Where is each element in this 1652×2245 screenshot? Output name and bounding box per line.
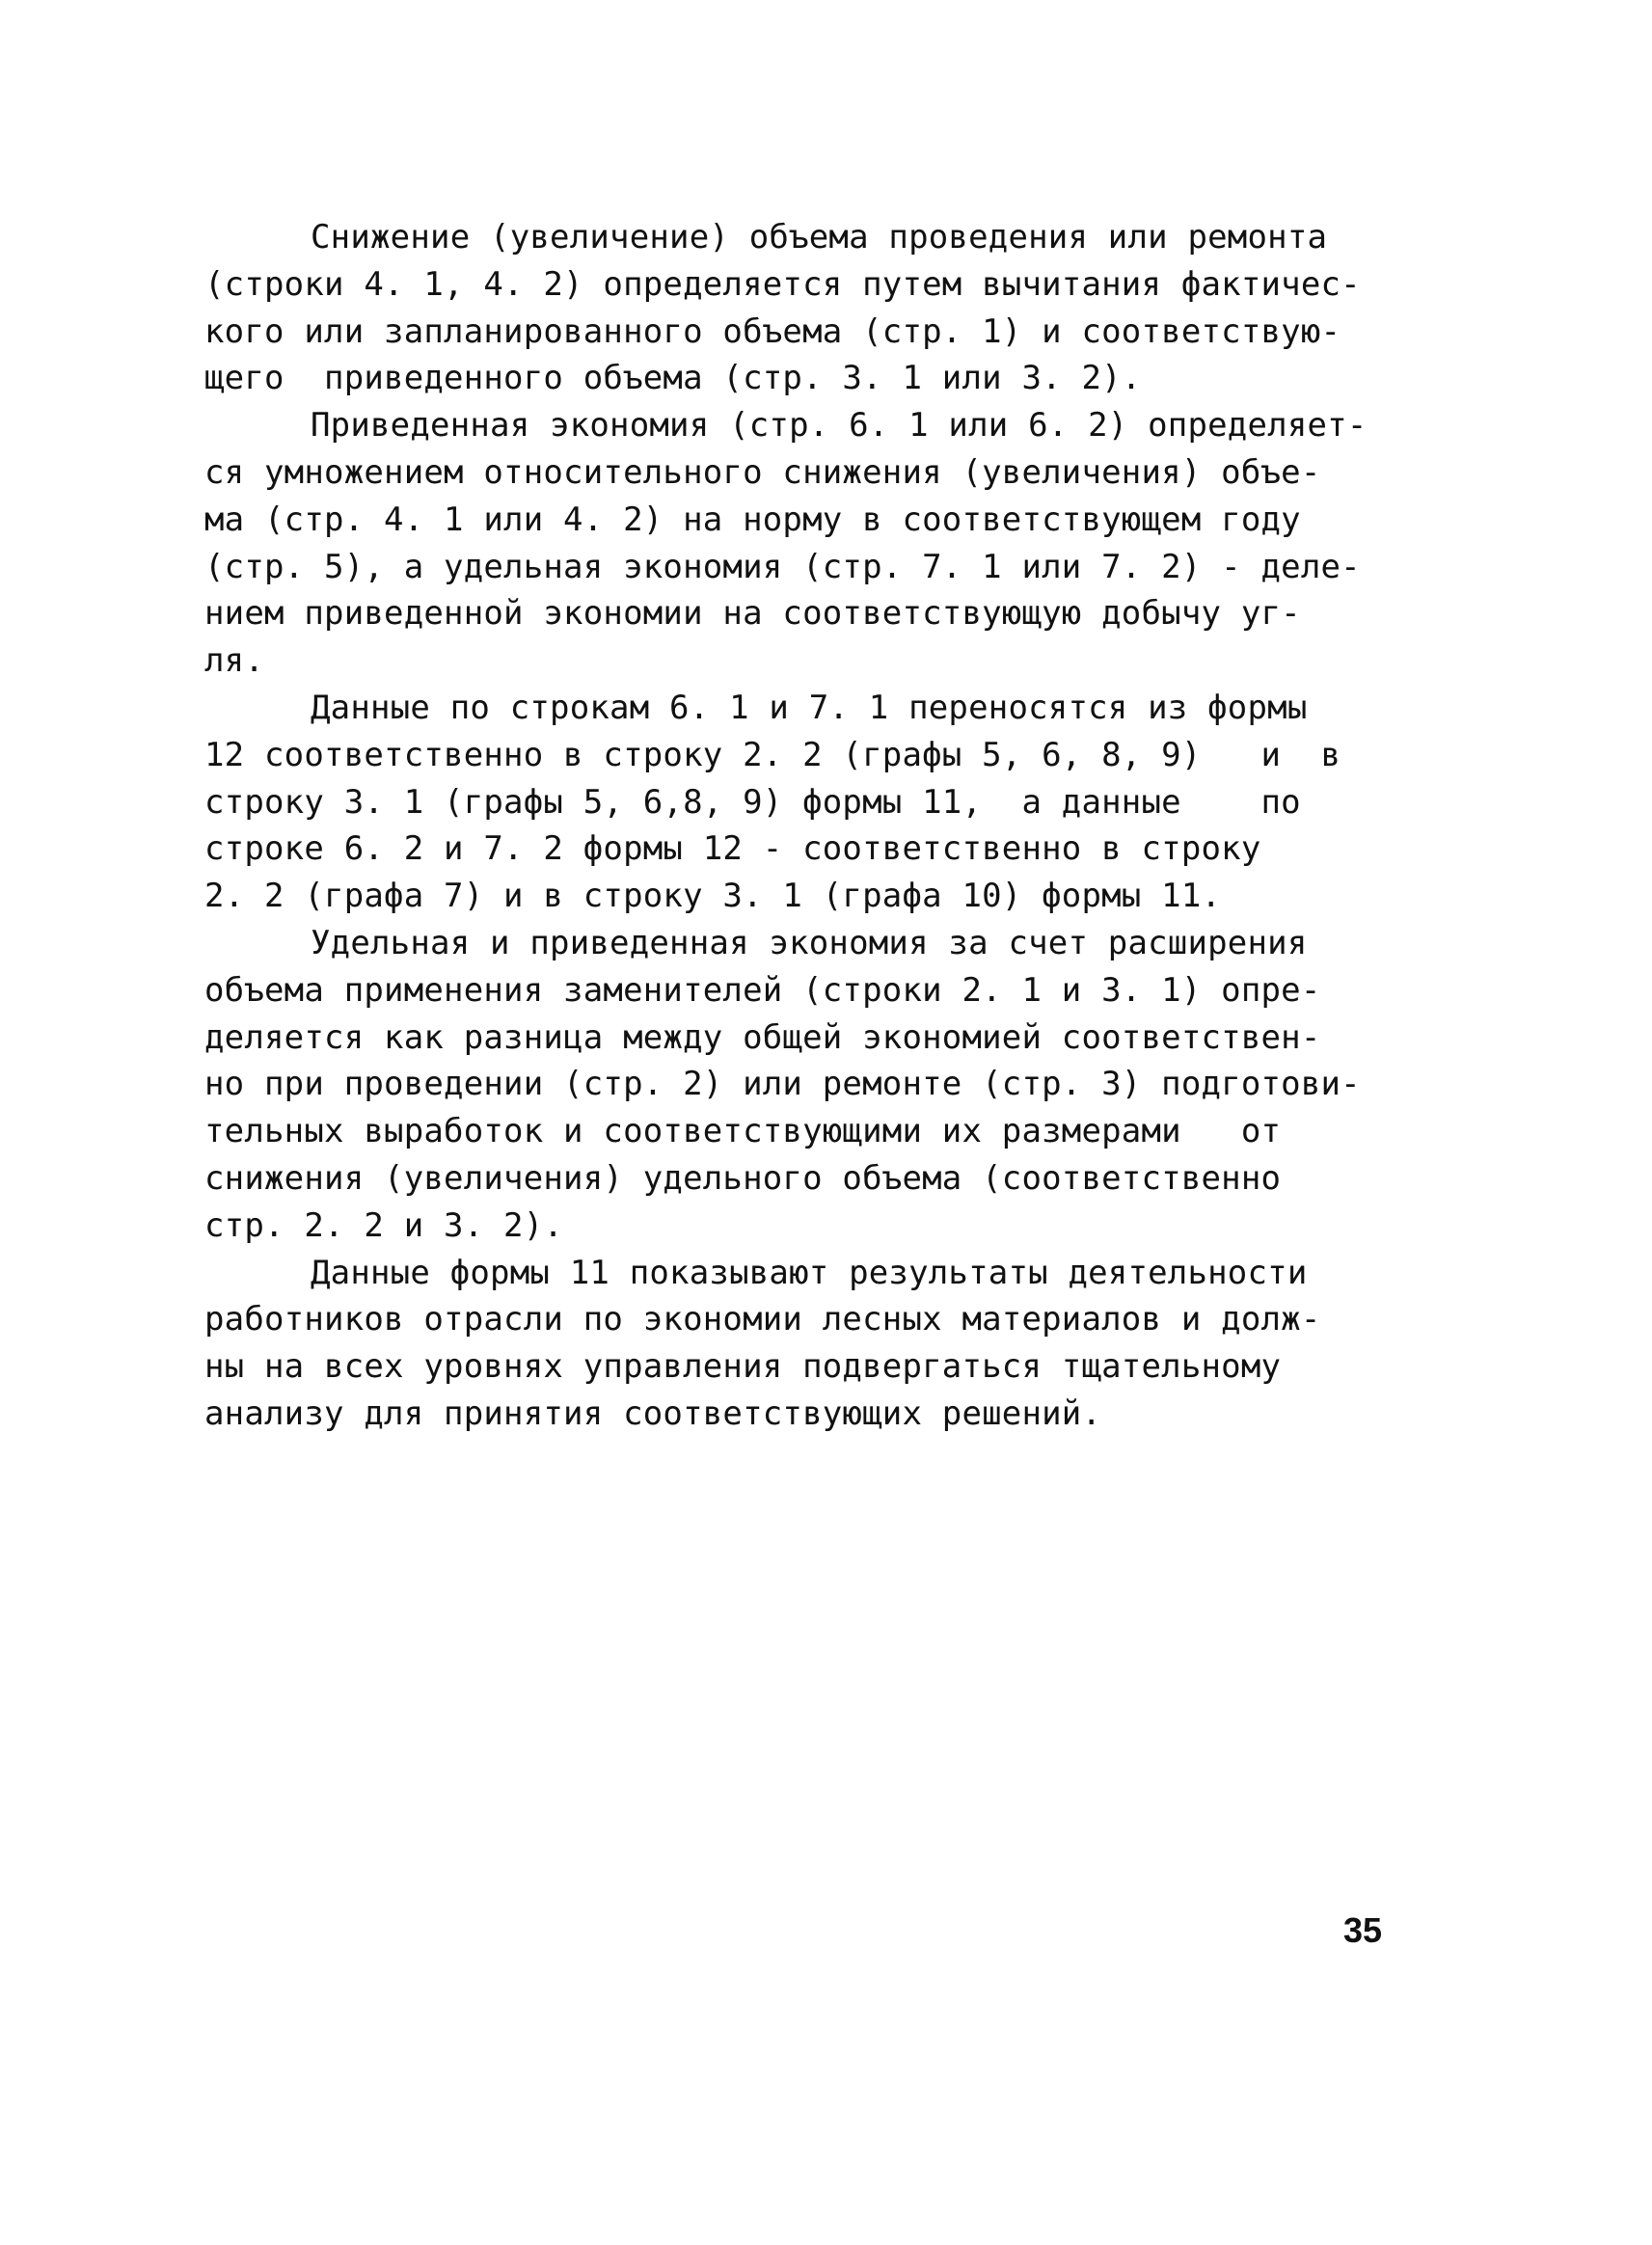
text-line: ны на всех уровнях управления подвергаться тщательному: [204, 1347, 1282, 1387]
text-line: ля.: [204, 641, 265, 681]
text-line: ма (стр. 4. 1 или 4. 2) на норму в соответствующем году: [204, 500, 1301, 539]
text-line: Приведенная экономия (стр. 6. 1 или 6. 2) определяет-: [311, 406, 1368, 446]
text-line: стр. 2. 2 и 3. 2).: [204, 1205, 564, 1245]
text-line: 2. 2 (графа 7) и в строку 3. 1 (графа 10) формы 11.: [204, 877, 1222, 916]
text-line: деляется как разница между общей экономией соответствен-: [204, 1017, 1321, 1057]
document-body: [204, 214, 1458, 1438]
text-line: (строки 4. 1, 4. 2) определяется путем вычитания фактичес-: [204, 264, 1361, 304]
text-line: тельных выработок и соответствующими их размерами от: [204, 1112, 1282, 1151]
paragraph-2: [204, 402, 1458, 685]
text-line: (стр. 5), а удельная экономия (стр. 7. 1 или 7. 2) - деле-: [204, 547, 1361, 586]
text-line: нием приведенной экономии на соответствующую добычу уг-: [204, 594, 1301, 634]
paragraph-4: [204, 920, 1458, 1250]
text-line: строку 3. 1 (графы 5, 6,8, 9) формы 11, а данные по: [204, 782, 1301, 822]
text-line: 12 соответственно в строку 2. 2 (графы 5, 6, 8, 9) и в: [204, 735, 1341, 774]
text-line: Данные по строкам 6. 1 и 7. 1 переносятся из формы: [311, 688, 1308, 727]
page-number: 35: [1343, 1910, 1383, 1950]
text-line: Удельная и приведенная экономия за счет расширения: [311, 923, 1308, 962]
paragraph-5: [204, 1250, 1458, 1438]
text-line: щего приведенного объема (стр. 3. 1 или 3. 2).: [204, 359, 1142, 398]
text-line: Снижение (увеличение) объема проведения или ремонта: [311, 218, 1328, 257]
paragraph-1: [204, 214, 1458, 402]
text-line: работников отрасли по экономии лесных материалов и долж-: [204, 1300, 1321, 1339]
text-line: кого или запланированного объема (стр. 1) и соответствую-: [204, 311, 1341, 351]
paragraph-3: [204, 685, 1458, 920]
text-line: Данные формы 11 показывают результаты деятельности: [311, 1253, 1308, 1292]
text-line: но при проведении (стр. 2) или ремонте (стр. 3) подготови-: [204, 1065, 1361, 1104]
text-line: объема применения заменителей (строки 2. 1 и 3. 1) опре-: [204, 970, 1321, 1010]
text-line: строке 6. 2 и 7. 2 формы 12 - соответственно в строку: [204, 829, 1261, 869]
text-line: анализу для принятия соответствующих решений.: [204, 1393, 1102, 1433]
text-line: ся умножением относительного снижения (увеличения) объе-: [204, 452, 1321, 492]
text-line: снижения (увеличения) удельного объема (соответственно: [204, 1158, 1282, 1198]
